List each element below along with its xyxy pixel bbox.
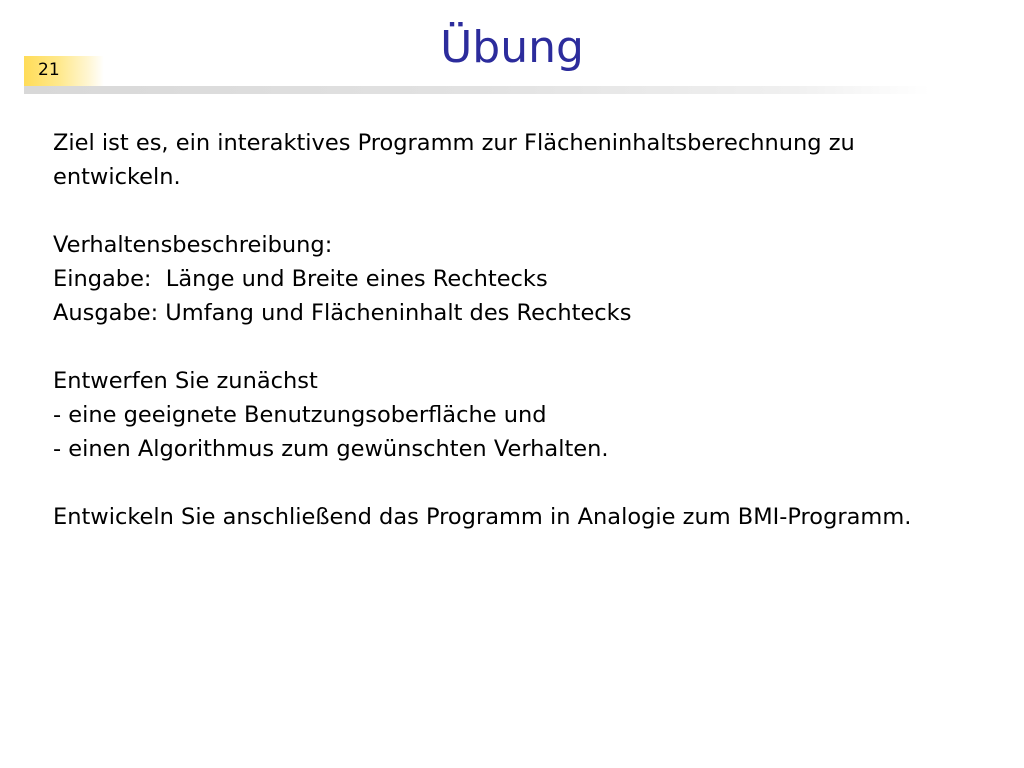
develop-text: Entwickeln Sie anschließend das Programm in Analogie zum BMI-Programm. — [53, 504, 912, 530]
intro-text: Ziel ist es, ein interaktives Programm zur Flächeninhaltsberechnung zu entwickeln. — [53, 130, 855, 190]
design-item-ui: - eine geeignete Benutzungsoberfläche und — [53, 402, 547, 428]
design-item-algorithm: - einen Algorithmus zum gewünschten Verhalten. — [53, 436, 609, 462]
title-underline — [24, 86, 930, 94]
slide-body — [53, 126, 983, 534]
input-line: Eingabe: Länge und Breite eines Rechtecks — [53, 266, 548, 292]
slide-title: Übung — [440, 22, 584, 73]
slide-number: 21 — [38, 60, 60, 80]
behavior-heading: Verhaltensbeschreibung: — [53, 232, 333, 258]
design-heading: Entwerfen Sie zunächst — [53, 368, 318, 394]
output-line: Ausgabe: Umfang und Flächeninhalt des Rechtecks — [53, 300, 632, 326]
